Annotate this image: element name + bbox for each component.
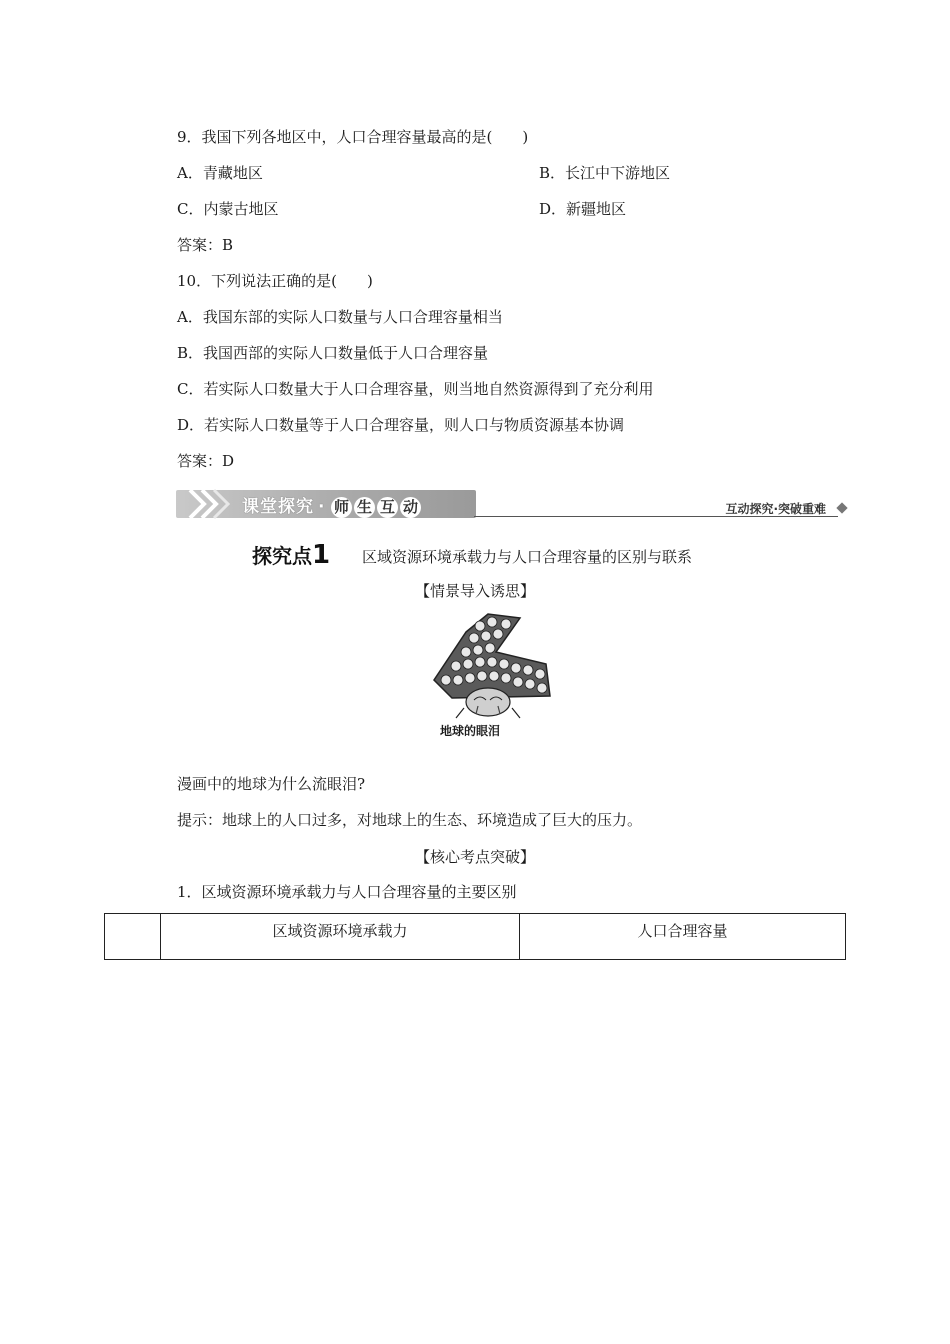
banner-boxed-char: 生 [354,497,375,518]
core-heading: 【核心考点突破】 [414,848,535,866]
cartoon-question: 漫画中的地球为什么流眼泪? [177,775,366,793]
q10-stem: 10．下列说法正确的是( ) [177,272,373,290]
q9-answer: 答案：B [177,236,234,254]
table-header-cell [105,914,161,960]
explore-point-label [252,540,330,570]
chevron-right-icon [186,488,246,520]
explore-point-title: 区域资源环境承载力与人口合理容量的区别与联系 [362,548,693,566]
table-row [105,914,846,960]
intro-heading: 【情景导入诱思】 [414,582,535,600]
banner-boxed-char: 互 [377,497,398,518]
hint-text: 提示：地球上的人口过多，对地球上的生态、环境造成了巨大的压力。 [177,811,643,829]
banner-boxed-char: 师 [331,497,352,518]
table-header-cell: 人口合理容量 [520,914,846,960]
figure-caption: 地球的眼泪 [440,724,501,738]
earth-tears-cartoon [428,612,558,720]
section-banner [176,488,848,522]
q9-stem: 9．我国下列各地区中，人口合理容量最高的是( ) [177,128,529,146]
explore-point-text: 探究点 [252,544,312,568]
comparison-table [104,913,846,960]
banner-dot: · [318,497,326,517]
q9-option-d: D．新疆地区 [539,200,627,218]
explore-point-number: 1 [312,540,331,570]
banner-left-text: 课堂探究 [242,497,314,517]
diamond-icon [836,502,847,513]
banner-boxed-char: 动 [400,497,421,518]
q9-option-b: B．长江中下游地区 [539,164,671,182]
q9-option-c: C．内蒙古地区 [177,200,279,218]
banner-title [242,492,421,518]
q10-option-b: B．我国西部的实际人口数量低于人口合理容量 [177,344,489,362]
q9-option-a: A．青藏地区 [177,164,263,182]
q10-answer: 答案：D [177,452,235,470]
q10-option-a: A．我国东部的实际人口数量与人口合理容量相当 [177,308,503,326]
table-header-cell: 区域资源环境承载力 [161,914,520,960]
q10-option-c: C．若实际人口数量大于人口合理容量，则当地自然资源得到了充分利用 [177,380,654,398]
q10-option-d: D．若实际人口数量等于人口合理容量，则人口与物质资源基本协调 [177,416,625,434]
banner-right-text: 互动探究·突破重难 [725,502,826,516]
item-1-heading: 1．区域资源环境承载力与人口合理容量的主要区别 [177,883,517,901]
